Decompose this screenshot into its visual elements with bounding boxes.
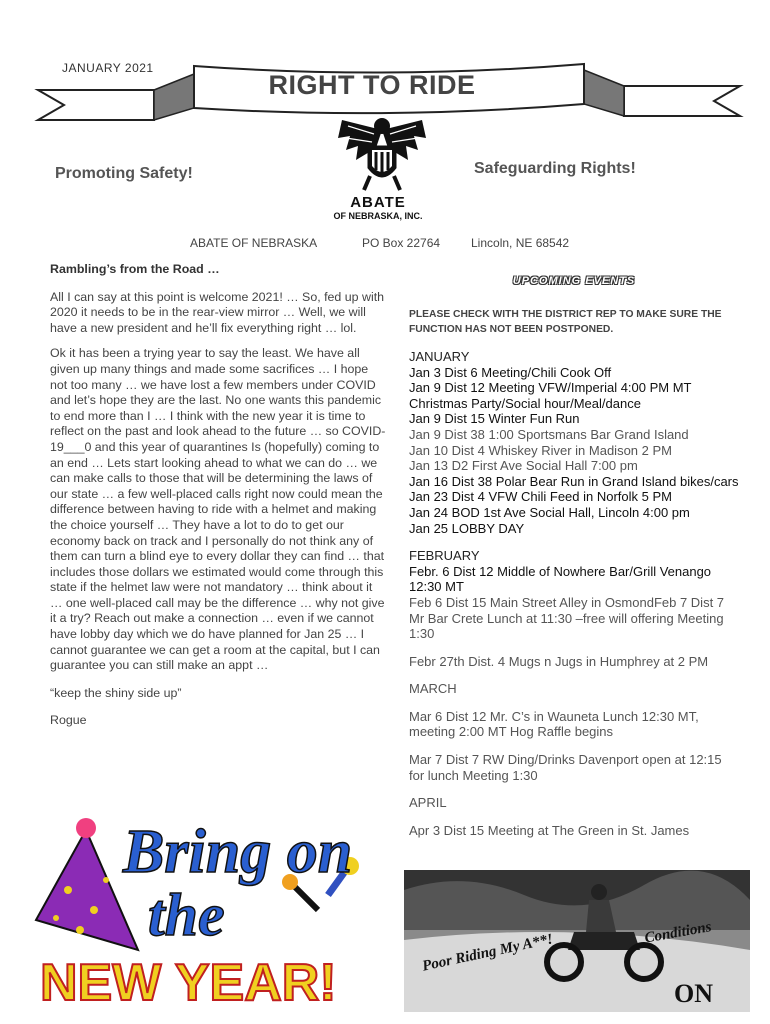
article-column: [50, 262, 387, 739]
newyear-line1: Bring on: [123, 818, 353, 886]
event-item: Jan 9 Dist 38 1:00 Sportsmans Bar Grand Island: [409, 426, 689, 442]
newsletter-title: RIGHT TO RIDE: [268, 70, 476, 100]
event-item: Jan 9 Dist 15 Winter Fun Run: [409, 411, 580, 427]
event-item: Jan 9 Dist 12 Meeting VFW/Imperial 4:00 PM MT Christmas Party/Social hour/Meal/dance: [409, 380, 692, 411]
address-city: Lincoln, NE 68542: [471, 236, 570, 250]
eagle-icon: [336, 90, 428, 196]
article-paragraph: All I can say at this point is welcome 2021! … So, fed up with 2020 it needs to be in the rear-view mirror … Well, we will have a new president and he’ll fix everything right … lol.: [50, 289, 385, 335]
address-po-box: PO Box 22764: [362, 236, 441, 250]
event-item: Feb 6 Dist 15 Main Street Alley in OsmondFeb 7 Dist 7 Mr Bar Crete Lunch at 11:30 –free will offering Meeting 1:30: [409, 594, 725, 642]
event-item: Mar 7 Dist 7 RW Ding/Drinks Davenport open at 12:15 for lunch Meeting 1:30: [409, 752, 722, 783]
event-item: Jan 13 D2 First Ave Social Hall 7:00 pm: [409, 458, 638, 474]
event-item: Mar 6 Dist 12 Mr. C’s in Wauneta Lunch 12:30 MT, meeting 2:00 MT Hog Raffle begins: [409, 708, 699, 740]
event-item: Jan 25 LOBBY DAY: [409, 520, 525, 536]
article-heading: Rambling’s from the Road …: [50, 262, 220, 276]
event-item: Apr 3 Dist 15 Meeting at The Green in St. James: [409, 822, 690, 838]
address-org: ABATE OF NEBRASKA: [190, 236, 318, 250]
event-item: Jan 16 Dist 38 Polar Bear Run in Grand Island bikes/cars: [409, 473, 739, 489]
issue-date: JANUARY 2021: [62, 61, 154, 75]
events-column: [409, 275, 739, 838]
event-item: Febr. 6 Dist 12 Middle of Nowhere Bar/Grill Venango 12:30 MT: [409, 563, 712, 595]
event-item: Febr 27th Dist. 4 Mugs n Jugs in Humphrey at 2 PM: [409, 653, 709, 669]
month-heading-april: APRIL: [409, 795, 447, 811]
new-year-clipart: [28, 800, 390, 1015]
events-notice: PLEASE CHECK WITH THE DISTRICT REP TO MAKE SURE THE FUNCTION HAS NOT BEEN POSTPONED.: [409, 309, 722, 335]
snow-riding-photo: [404, 870, 750, 1012]
photo-caption-right: Conditions: [643, 919, 713, 947]
event-item: Jan 10 Dist 4 Whiskey River in Madison 2 PM: [409, 442, 672, 458]
newyear-line3: NEW YEAR!: [40, 954, 337, 1012]
event-item: Jan 24 BOD 1st Ave Social Hall, Lincoln 4:00 pm: [409, 504, 690, 520]
photo-caption-left: Poor Riding My A**!: [420, 931, 555, 975]
newyear-line2: the: [148, 882, 225, 948]
event-item: Jan 23 Dist 4 VFW Chili Feed in Norfolk 5 PM: [409, 489, 672, 505]
event-item: Jan 3 Dist 6 Meeting/Chili Cook Off: [409, 364, 612, 380]
article-paragraph: Ok it has been a trying year to say the least. We have all given up many things and made some sacrifices … I hope not too many … we have lost a few members under COVID and let’s hope they are the last. No one wants this pandemic to end more than I … I think with the new year it is time to reflect on the past and look ahead to the future … so COVID-19___0 and this year of quarantines Is (hopefully) coming to an end … Lets start looking ahead to what we can do … we can make calls to those that will be determining the laws of our state … a few well-placed calls right now could mean the difference between having to ride with a helmet and making the choice yourself … They have a lot to do to get our economy back on track and I personally do not think any of them can turn a blind eye to every dollar they can find … that includes those dollars we estimated would come through this state if the helmet law were not mandatory … think about it … one well-placed call may be the difference … why not give it a try? Reach out make a connection … even if we cannot have lobby day which we do have planned for Jan 25 … I cannot guarantee we can get a room at the capital, but I can guarantee you can still make an appt …: [50, 346, 386, 673]
month-heading-february: FEBRUARY: [409, 548, 480, 564]
article-signoff-quote: “keep the shiny side up”: [50, 685, 182, 700]
article-author: Rogue: [50, 713, 87, 728]
logo-subtitle: OF NEBRASKA, INC.: [333, 211, 423, 221]
events-title: UPCOMING EVENTS: [512, 275, 636, 287]
photo-watermark: ON: [674, 979, 713, 1008]
month-heading-march: MARCH: [409, 681, 457, 697]
tagline-left: Promoting Safety!: [55, 165, 193, 182]
logo-name: ABATE: [350, 194, 406, 211]
month-heading-january: JANUARY: [409, 349, 470, 364]
tagline-right: Safeguarding Rights!: [474, 160, 636, 177]
